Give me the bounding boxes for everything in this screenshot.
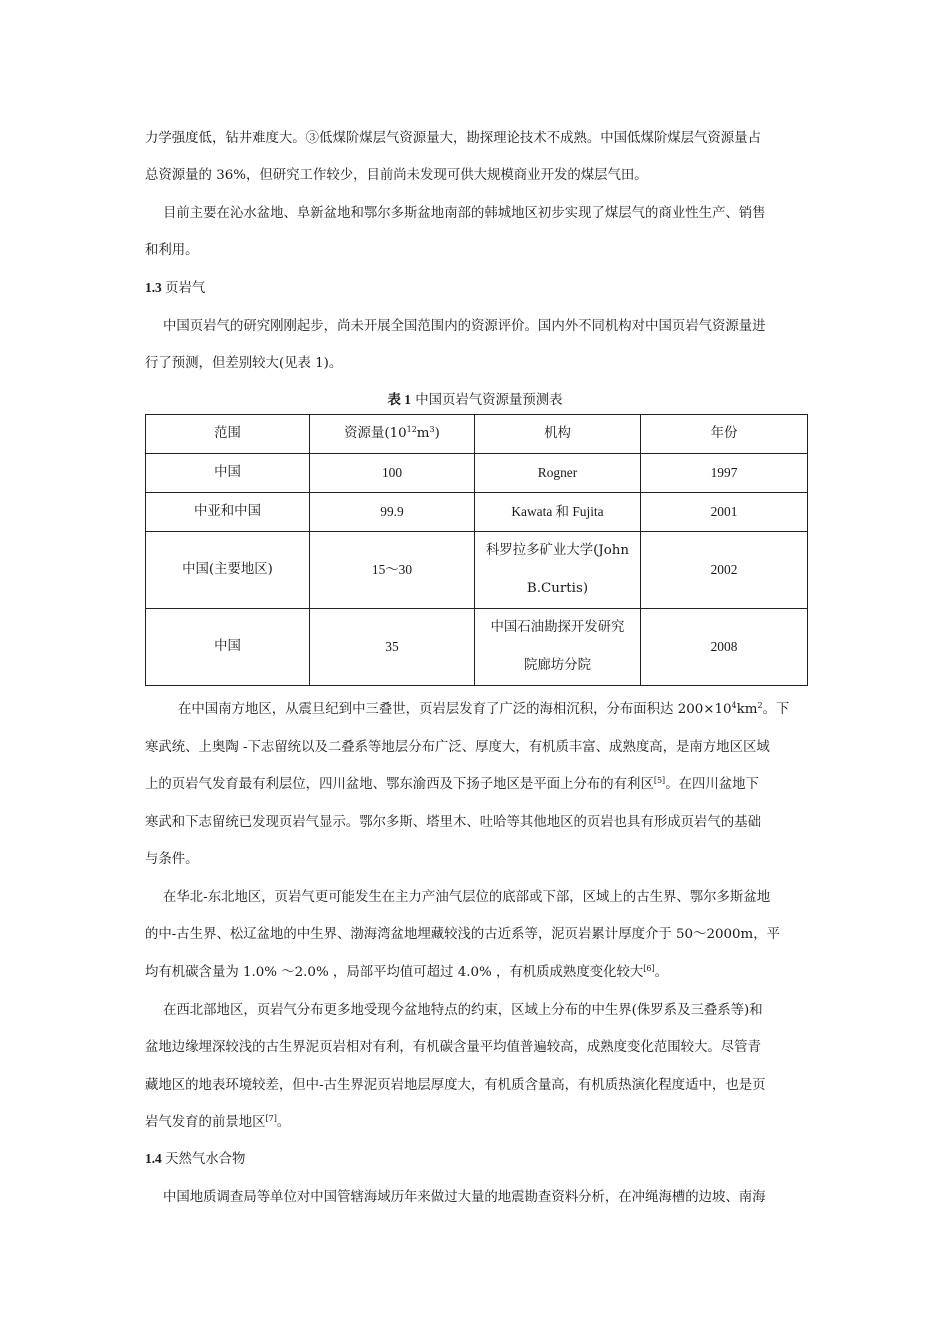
cell-range: 中国 [146, 454, 310, 493]
section-number: 1.4 [145, 1151, 162, 1166]
text-run: km [736, 702, 758, 717]
header-amount-unit: m [416, 426, 430, 441]
table-row [146, 609, 808, 686]
text-line: 寒武统、上奥陶 -下志留统以及二叠系等地层分布广泛、厚度大，有机质丰富、成熟度高，是南方地区区域 [145, 740, 770, 755]
citation-ref: [5] [653, 776, 666, 785]
cell-amount: 100 [310, 454, 475, 493]
header-amount-text: 资源量(10 [344, 426, 407, 441]
cell-amount: 15～30 [310, 532, 475, 609]
text-run: 在中国南方地区，从震旦纪到中三叠世，页岩层发育了广泛的海相沉积，分布面积达 200×10 [178, 702, 732, 717]
section-heading-1-3 [145, 277, 205, 296]
table-row [146, 454, 808, 493]
cell-amount: 35 [310, 609, 475, 686]
text-line: 在华北-东北地区，页岩气更可能发生在主力产油气层位的底部或下部，区域上的古生界、鄂尔多斯盆地 [163, 890, 771, 905]
text-line: 行了预测，但差别较大(见表 1)。 [145, 356, 343, 371]
citation-ref: [7] [265, 1114, 277, 1123]
cell-org-line: 中国石油勘探开发研究 [490, 620, 625, 635]
text-line: 的中-古生界、松辽盆地的中生界、渤海湾盆地埋藏较浅的古近系等，泥页岩累计厚度介于 50～2000m，平 [145, 927, 780, 942]
text-run: 均有机碳含量为 1.0% ～2.0% ，局部平均值可超过 4.0% ，有机质成熟度变化较大 [145, 965, 644, 980]
cell-range: 中国 [146, 609, 310, 686]
cell-year: 1997 [641, 454, 808, 493]
text-line: 在西北部地区，页岩气分布更多地受现今盆地特点的约束，区域上分布的中生界(侏罗系及三叠系等)和 [163, 1003, 763, 1018]
text-line: 寒武和下志留统已发现页岩气显示。鄂尔多斯、塔里木、吐哈等其他地区的页岩也具有形成页岩气的基础 [145, 815, 761, 830]
section-heading-1-4 [145, 1148, 245, 1167]
text-line: 中国地质调查局等单位对中国管辖海域历年来做过大量的地震勘查资料分析，在冲绳海槽的边坡、南海 [163, 1190, 766, 1205]
text-line: 盆地边缘埋深较浅的古生界泥页岩相对有利，有机碳含量平均值普遍较高，成熟度变化范围较大。尽管青 [145, 1040, 761, 1055]
citation-ref: [6] [643, 964, 655, 973]
table-caption [0, 389, 950, 408]
text-line: 和利用。 [145, 243, 199, 258]
cell-year: 2002 [641, 532, 808, 609]
resource-table [145, 414, 808, 686]
text-run: 岩气发育的前景地区 [145, 1115, 266, 1130]
superscript: 2 [757, 701, 763, 710]
cell-year: 2008 [641, 609, 808, 686]
header-org: 机构 [475, 415, 641, 454]
text-run: 上的页岩气发育最有利层位，四川盆地、鄂东渝西及下扬子地区是平面上分布的有利区 [145, 777, 654, 792]
table-header-row [146, 415, 808, 454]
header-amount-exp: 12 [406, 425, 417, 434]
cell-org: Kawata 和 Fujita [475, 493, 641, 532]
text-line [145, 961, 668, 980]
text-line: 力学强度低，钻井难度大。③低煤阶煤层气资源量大，勘探理论技术不成熟。中国低煤阶煤层气资源量占 [145, 131, 761, 146]
cell-org-line: 科罗拉多矿业大学(John [485, 543, 630, 558]
cell-range: 中亚和中国 [146, 493, 310, 532]
section-number: 1.3 [145, 280, 162, 295]
text-run: 。 [654, 965, 669, 980]
table-row [146, 493, 808, 532]
text-line: 总资源量的 36%，但研究工作较少，目前尚未发现可供大规模商业开发的煤层气田。 [145, 168, 648, 183]
text-line [145, 1111, 290, 1130]
text-line [178, 698, 789, 717]
table-number: 表 1 [387, 392, 411, 407]
cell-org: Rogner [475, 454, 641, 493]
header-amount-exp2: 3 [429, 425, 435, 434]
text-run: 。在四川盆地下 [665, 777, 759, 792]
table-title: 中国页岩气资源量预测表 [415, 393, 563, 408]
cell-org-line: 院廊坊分院 [524, 658, 591, 673]
text-run: 。 [276, 1115, 291, 1130]
text-line: 目前主要在沁水盆地、阜新盆地和鄂尔多斯盆地南部的韩城地区初步实现了煤层气的商业性生产、销售 [163, 206, 766, 221]
text-run: 。下 [762, 702, 790, 717]
table-row [146, 532, 808, 609]
section-title: 页岩气 [165, 280, 206, 295]
text-line: 藏地区的地表环境较差，但中-古生界泥页岩地层厚度大，有机质含量高，有机质热演化程度适中，也是页 [145, 1078, 766, 1093]
superscript: 4 [731, 701, 737, 710]
header-year: 年份 [641, 415, 808, 454]
header-amount-close: ) [434, 426, 440, 441]
text-line: 中国页岩气的研究刚刚起步，尚未开展全国范围内的资源评价。国内外不同机构对中国页岩气资源量进 [163, 319, 766, 334]
cell-year: 2001 [641, 493, 808, 532]
cell-org-line: B.Curtis) [526, 581, 589, 596]
cell-org [475, 532, 641, 609]
header-amount [310, 415, 475, 454]
cell-amount: 99.9 [310, 493, 475, 532]
section-title: 天然气水合物 [165, 1151, 246, 1166]
text-line [145, 773, 759, 792]
text-line: 与条件。 [145, 852, 199, 867]
cell-org [475, 609, 641, 686]
header-range: 范围 [146, 415, 310, 454]
cell-range: 中国(主要地区) [146, 532, 310, 609]
